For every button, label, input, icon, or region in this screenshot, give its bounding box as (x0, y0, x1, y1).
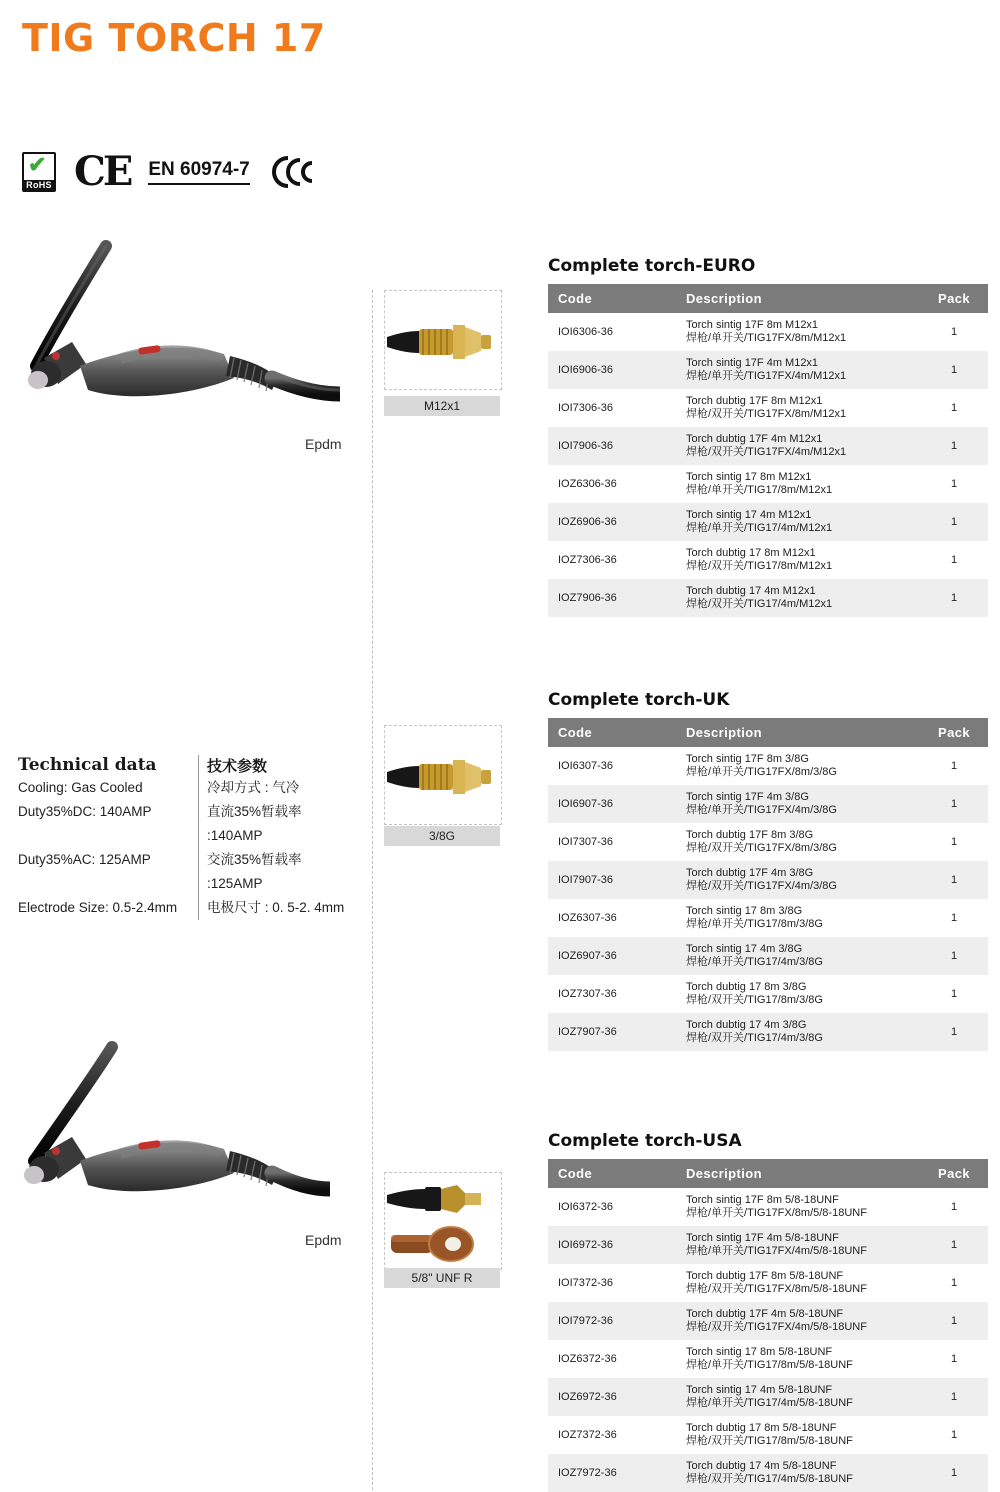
description-cn: 焊枪/双开关/TIG17FX/4m/M12x1 (686, 446, 847, 458)
cell-description (676, 1340, 920, 1378)
cell-description (676, 1378, 920, 1416)
technical-row (18, 848, 358, 896)
cell-pack: 1 (950, 1026, 958, 1038)
technical-data-heading (18, 755, 358, 776)
table-body-uk (548, 747, 988, 1051)
description-en: Torch sintig 17 8m 5/8-18UNF (686, 1346, 833, 1358)
cell-code: IOZ7307-36 (558, 988, 617, 1000)
technical-title-cn: 技术参数 (198, 755, 267, 776)
cell-description (676, 541, 920, 579)
cell-pack: 1 (950, 516, 958, 528)
technical-electrode-cn: 电极尺寸 : 0. 5-2. 4mm (198, 896, 358, 920)
cell-pack: 1 (950, 798, 958, 810)
description-cn: 焊枪/双开关/TIG17FX/4m/5/8-18UNF (686, 1321, 867, 1333)
cell-pack: 1 (950, 554, 958, 566)
rohs-label: RoHS (24, 180, 54, 190)
product-table-euro (548, 256, 988, 617)
table-row (548, 1013, 988, 1051)
cell-pack: 1 (950, 1277, 958, 1289)
description-cn: 焊枪/双开关/TIG17/4m/5/8-18UNF (686, 1473, 853, 1485)
cell-pack: 1 (950, 478, 958, 490)
epdm-label-top: Epdm (305, 436, 342, 452)
cell-description (676, 1226, 920, 1264)
description-en: Torch dubtig 17 8m 3/8G (686, 981, 807, 993)
table-row (548, 823, 988, 861)
page-title: TIG TORCH 17 (22, 16, 326, 60)
table-row (548, 861, 988, 899)
description-en: Torch sintig 17F 4m 5/8-18UNF (686, 1232, 839, 1244)
description-cn: 焊枪/双开关/TIG17FX/8m/5/8-18UNF (686, 1283, 867, 1295)
technical-row (18, 896, 358, 920)
cell-pack: 1 (950, 836, 958, 848)
description-en: Torch dubtig 17 4m 5/8-18UNF (686, 1460, 837, 1472)
table-row (548, 389, 988, 427)
cell-description (676, 427, 920, 465)
cell-pack: 1 (950, 988, 958, 1000)
cell-code: IOI7906-36 (558, 440, 614, 452)
cell-code: IOI6907-36 (558, 798, 614, 810)
cell-code: IOZ6307-36 (558, 912, 617, 924)
ce-icon: CE (74, 148, 131, 195)
cell-code: IOI6306-36 (558, 326, 614, 338)
cell-description (676, 861, 920, 899)
cell-pack: 1 (950, 592, 958, 604)
cell-code: IOZ6972-36 (558, 1391, 617, 1403)
table-title-euro: Complete torch-EURO (548, 256, 756, 276)
technical-dutydc-cn: 直流35%暂载率 :140AMP (198, 800, 358, 848)
cell-pack: 1 (950, 1239, 958, 1251)
cell-description (676, 465, 920, 503)
table-row (548, 1378, 988, 1416)
description-cn: 焊枪/单开关/TIG17/4m/M12x1 (686, 522, 833, 534)
table-row (548, 1226, 988, 1264)
description-en: Torch sintig 17F 4m 3/8G (686, 791, 809, 803)
connector-caption-58unf: 5/8" UNF R (384, 1268, 500, 1288)
technical-dutyac-cn: 交流35%暂载率 :125AMP (198, 848, 358, 896)
description-en: Torch dubtig 17F 8m 5/8-18UNF (686, 1270, 844, 1282)
table-row (548, 899, 988, 937)
description-en: Torch dubtig 17F 4m M12x1 (686, 433, 823, 445)
cell-code: IOZ6306-36 (558, 478, 617, 490)
technical-dutydc-en: Duty35%DC: 140AMP (18, 804, 152, 819)
cell-pack: 1 (950, 440, 958, 452)
cell-code: IOI6906-36 (558, 364, 614, 376)
torch-illustration-bottom (0, 1035, 330, 1225)
description-en: Torch dubtig 17F 8m M12x1 (686, 395, 823, 407)
table-row (548, 1302, 988, 1340)
table-row (548, 1454, 988, 1492)
table-row (548, 313, 988, 351)
cell-code: IOZ6907-36 (558, 950, 617, 962)
table-row (548, 541, 988, 579)
cell-code: IOZ7972-36 (558, 1467, 617, 1479)
epdm-label-bottom: Epdm (305, 1232, 342, 1248)
description-en: Torch sintig 17 4m 5/8-18UNF (686, 1384, 833, 1396)
table-header-row (548, 1159, 988, 1188)
layout-divider (372, 290, 373, 1490)
description-cn: 焊枪/双开关/TIG17/8m/5/8-18UNF (686, 1435, 853, 1447)
technical-data-block (18, 755, 358, 920)
cell-code: IOZ7907-36 (558, 1026, 617, 1038)
product-table-uk (548, 690, 988, 1051)
cell-code: IOZ7906-36 (558, 592, 617, 604)
description-en: Torch sintig 17F 4m M12x1 (686, 357, 819, 369)
table-header-row (548, 718, 988, 747)
connector-box-38g (384, 725, 502, 825)
description-en: Torch dubtig 17 4m M12x1 (686, 585, 816, 597)
cell-code: IOI7306-36 (558, 402, 614, 414)
technical-dutyac-en: Duty35%AC: 125AMP (18, 852, 151, 867)
cell-description (676, 1013, 920, 1051)
description-cn: 焊枪/单开关/TIG17FX/4m/3/8G (686, 804, 837, 816)
description-cn: 焊枪/双开关/TIG17/8m/M12x1 (686, 560, 833, 572)
table-row (548, 427, 988, 465)
description-cn: 焊枪/单开关/TIG17FX/8m/3/8G (686, 766, 837, 778)
table-title-usa: Complete torch-USA (548, 1131, 742, 1151)
connector-box-58unf (384, 1172, 502, 1270)
column-header-code: Code (548, 718, 676, 747)
cell-code: IOI7907-36 (558, 874, 614, 886)
description-cn: 焊枪/双开关/TIG17/4m/M12x1 (686, 598, 833, 610)
cell-description (676, 975, 920, 1013)
cell-code: IOI7307-36 (558, 836, 614, 848)
description-en: Torch sintig 17 8m M12x1 (686, 471, 812, 483)
description-cn: 焊枪/单开关/TIG17/4m/3/8G (686, 956, 823, 968)
table-euro (548, 284, 988, 617)
column-header-pack: Pack (920, 1159, 988, 1188)
description-cn: 焊枪/单开关/TIG17/8m/5/8-18UNF (686, 1359, 853, 1371)
cell-description (676, 937, 920, 975)
cell-description (676, 899, 920, 937)
technical-cooling-en: Cooling: Gas Cooled (18, 780, 143, 795)
cell-pack: 1 (950, 1467, 958, 1479)
cell-description (676, 823, 920, 861)
description-cn: 焊枪/单开关/TIG17FX/8m/5/8-18UNF (686, 1207, 867, 1219)
checkmark-icon: ✔ (28, 152, 47, 177)
cell-code: IOZ7372-36 (558, 1429, 617, 1441)
cell-code: IOI7372-36 (558, 1277, 614, 1289)
cell-description (676, 1454, 920, 1492)
cell-code: IOI6972-36 (558, 1239, 614, 1251)
cell-description (676, 1416, 920, 1454)
torch-illustration-top (10, 238, 340, 428)
description-en: Torch sintig 17 8m 3/8G (686, 905, 803, 917)
description-cn: 焊枪/双开关/TIG17FX/8m/3/8G (686, 842, 837, 854)
cell-code: IOI6372-36 (558, 1201, 614, 1213)
table-row (548, 1188, 988, 1226)
cell-pack: 1 (950, 364, 958, 376)
cell-code: IOI6307-36 (558, 760, 614, 772)
cell-pack: 1 (950, 1353, 958, 1365)
table-body-euro (548, 313, 988, 617)
description-cn: 焊枪/单开关/TIG17FX/4m/5/8-18UNF (686, 1245, 867, 1257)
table-row (548, 351, 988, 389)
table-usa (548, 1159, 988, 1492)
ccc-icon (268, 152, 320, 192)
description-en: Torch sintig 17 4m M12x1 (686, 509, 812, 521)
cell-description (676, 747, 920, 785)
column-header-pack: Pack (920, 284, 988, 313)
column-header-description: Description (676, 1159, 920, 1188)
cell-code: IOZ6906-36 (558, 516, 617, 528)
cell-description (676, 579, 920, 617)
table-header-row (548, 284, 988, 313)
description-cn: 焊枪/双开关/TIG17FX/4m/3/8G (686, 880, 837, 892)
table-body-usa (548, 1188, 988, 1492)
cell-description (676, 1188, 920, 1226)
description-en: Torch sintig 17 4m 3/8G (686, 943, 803, 955)
table-row (548, 503, 988, 541)
table-title-uk: Complete torch-UK (548, 690, 730, 710)
description-cn: 焊枪/双开关/TIG17/8m/3/8G (686, 994, 823, 1006)
table-row (548, 937, 988, 975)
column-header-description: Description (676, 284, 920, 313)
connector-caption-38g: 3/8G (384, 826, 500, 846)
description-en: Torch dubtig 17F 4m 3/8G (686, 867, 814, 879)
description-cn: 焊枪/单开关/TIG17FX/8m/M12x1 (686, 332, 847, 344)
table-row (548, 747, 988, 785)
table-row (548, 1264, 988, 1302)
technical-title-en: Technical data (18, 755, 157, 775)
cell-code: IOZ6372-36 (558, 1353, 617, 1365)
technical-electrode-en: Electrode Size: 0.5-2.4mm (18, 900, 178, 915)
cell-pack: 1 (950, 1201, 958, 1213)
description-cn: 焊枪/单开关/TIG17FX/4m/M12x1 (686, 370, 847, 382)
description-cn: 焊枪/双开关/TIG17FX/8m/M12x1 (686, 408, 847, 420)
certification-marks (22, 148, 320, 195)
description-en: Torch sintig 17F 8m 5/8-18UNF (686, 1194, 839, 1206)
connector-caption-m12x1: M12x1 (384, 396, 500, 416)
description-en: Torch dubtig 17 8m M12x1 (686, 547, 816, 559)
connector-box-m12x1 (384, 290, 502, 390)
column-header-code: Code (548, 1159, 676, 1188)
table-row (548, 1340, 988, 1378)
technical-cooling-cn: 冷却方式 : 气冷 (198, 776, 358, 800)
description-en: Torch dubtig 17F 4m 5/8-18UNF (686, 1308, 844, 1320)
table-uk (548, 718, 988, 1051)
description-cn: 焊枪/单开关/TIG17/8m/3/8G (686, 918, 823, 930)
description-en: Torch sintig 17F 8m 3/8G (686, 753, 809, 765)
cell-pack: 1 (950, 950, 958, 962)
cell-code: IOZ7306-36 (558, 554, 617, 566)
table-row (548, 465, 988, 503)
technical-row (18, 800, 358, 848)
cell-pack: 1 (950, 760, 958, 772)
cell-description (676, 503, 920, 541)
description-en: Torch dubtig 17 8m 5/8-18UNF (686, 1422, 837, 1434)
table-row (548, 975, 988, 1013)
table-row (548, 785, 988, 823)
rohs-icon (22, 152, 56, 192)
en-standard-label: EN 60974-7 (148, 159, 249, 185)
cell-pack: 1 (950, 1429, 958, 1441)
cell-description (676, 351, 920, 389)
cell-description (676, 313, 920, 351)
description-cn: 焊枪/单开关/TIG17/4m/5/8-18UNF (686, 1397, 853, 1409)
product-table-usa (548, 1131, 988, 1492)
cell-description (676, 389, 920, 427)
table-row (548, 1416, 988, 1454)
cell-description (676, 1264, 920, 1302)
cell-description (676, 1302, 920, 1340)
cell-code: IOI7972-36 (558, 1315, 614, 1327)
cell-pack: 1 (950, 1315, 958, 1327)
cell-description (676, 785, 920, 823)
technical-row (18, 776, 358, 800)
description-cn: 焊枪/双开关/TIG17/4m/3/8G (686, 1032, 823, 1044)
cell-pack: 1 (950, 912, 958, 924)
cell-pack: 1 (950, 874, 958, 886)
column-header-pack: Pack (920, 718, 988, 747)
cell-pack: 1 (950, 326, 958, 338)
description-en: Torch sintig 17F 8m M12x1 (686, 319, 819, 331)
table-row (548, 579, 988, 617)
description-en: Torch dubtig 17 4m 3/8G (686, 1019, 807, 1031)
column-header-description: Description (676, 718, 920, 747)
cell-pack: 1 (950, 1391, 958, 1403)
description-en: Torch dubtig 17F 8m 3/8G (686, 829, 814, 841)
description-cn: 焊枪/单开关/TIG17/8m/M12x1 (686, 484, 833, 496)
cell-pack: 1 (950, 402, 958, 414)
column-header-code: Code (548, 284, 676, 313)
